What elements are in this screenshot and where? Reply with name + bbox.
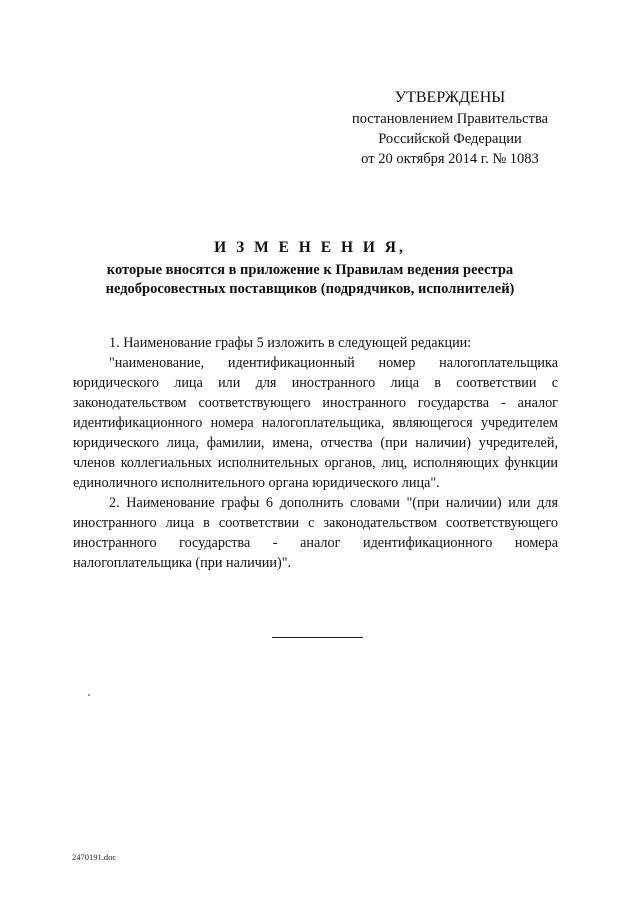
approval-line-2: Российской Федерации [378, 131, 522, 147]
document-title [60, 238, 560, 299]
approval-stamp [330, 88, 570, 169]
title-subline-2: недобросовестных поставщиков (подрядчиков, исполнителей) [105, 281, 515, 297]
stray-dot [88, 694, 90, 696]
paragraph-3: 2. Наименование графы 6 дополнить словами "(при наличии) или для иностранного лица в соответствии с законодательством соответствующего иностранного государства - аналог идентификационного номера налогоплательщика (при наличии)". [73, 495, 558, 571]
title-heading: И З М Е Н Е Н И Я, [214, 239, 406, 256]
end-divider [272, 637, 363, 638]
approval-heading: УТВЕРЖДЕНЫ [394, 89, 506, 106]
paragraph-1: 1. Наименование графы 5 изложить в следующей редакции: [109, 335, 472, 351]
paragraph-2: "наименование, идентификационный номер налогоплательщика юридического лица или для иностранного лица в соответствии с законодательством соответствующего иностранного государства - аналог идентификационного номера налогоплательщика, являющегося учредителем юридического лица, фамилии, имена, отчества (при наличии) учредителей, членов коллегиальных исполнительных органов, лиц, исполняющих функции единоличного исполнительного органа юридического лица". [73, 355, 558, 491]
document-body [73, 333, 558, 573]
title-subline-1: которые вносятся в приложение к Правилам ведения реестра [106, 262, 514, 278]
approval-line-1: постановлением Правительства [351, 111, 549, 127]
approval-line-3: от 20 октября 2014 г. № 1083 [361, 151, 539, 167]
footer-doc-id: 2470191.doc [72, 852, 117, 862]
